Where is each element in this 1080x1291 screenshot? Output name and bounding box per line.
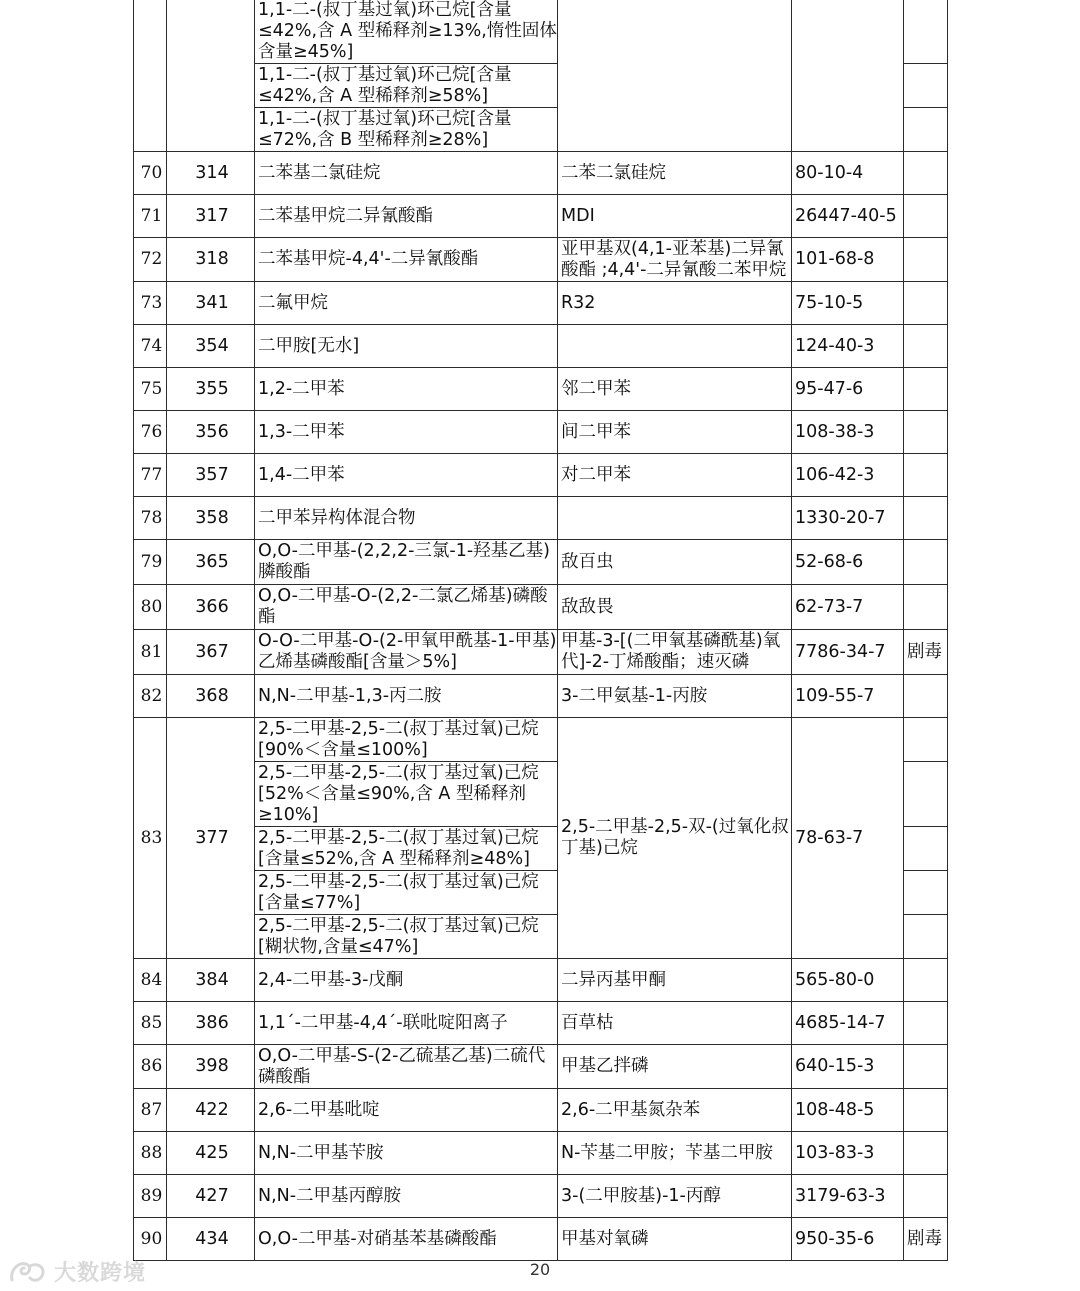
- cas-cell: 950-35-6: [792, 1218, 904, 1261]
- note-cell: [904, 108, 948, 152]
- alias-cell: 2,5-二甲基-2,5-双-(过氧化叔丁基)己烷: [558, 718, 792, 959]
- alias-cell: 百草枯: [558, 1002, 792, 1045]
- id-cell: 317: [167, 195, 255, 238]
- id-cell: 354: [167, 325, 255, 368]
- note-cell: [904, 195, 948, 238]
- note-cell: 剧毒: [904, 1218, 948, 1261]
- table-row: [134, 368, 948, 411]
- name-cell: N,N-二甲基苄胺: [255, 1132, 558, 1175]
- cas-cell: [792, 0, 904, 152]
- id-cell: 357: [167, 454, 255, 497]
- note-cell: [904, 411, 948, 454]
- table-row: [134, 718, 948, 762]
- id-cell: 386: [167, 1002, 255, 1045]
- cas-cell: 75-10-5: [792, 282, 904, 325]
- name-cell: 2,5-二甲基-2,5-二(叔丁基过氧)己烷[含量≤77%]: [255, 871, 558, 915]
- note-cell: [904, 238, 948, 282]
- table-row: [134, 959, 948, 1002]
- seq-cell: 78: [134, 497, 167, 540]
- note-cell: [904, 871, 948, 915]
- table-body: [134, 0, 948, 152]
- id-cell: 341: [167, 282, 255, 325]
- id-cell: 427: [167, 1175, 255, 1218]
- name-cell: 二甲苯异构体混合物: [255, 497, 558, 540]
- table-row: [134, 0, 948, 64]
- table-row: [134, 1175, 948, 1218]
- note-cell: [904, 282, 948, 325]
- cas-cell: 1330-20-7: [792, 497, 904, 540]
- cas-cell: 95-47-6: [792, 368, 904, 411]
- seq-cell: 83: [134, 718, 167, 959]
- cas-cell: 106-42-3: [792, 454, 904, 497]
- alias-cell: 邻二甲苯: [558, 368, 792, 411]
- chemical-registry-table: [133, 0, 948, 1261]
- table-row: [134, 152, 948, 195]
- note-cell: [904, 959, 948, 1002]
- alias-cell: 2,6-二甲基氮杂苯: [558, 1089, 792, 1132]
- id-cell: 355: [167, 368, 255, 411]
- seq-cell: 80: [134, 585, 167, 630]
- id-cell: 384: [167, 959, 255, 1002]
- cas-cell: 640-15-3: [792, 1045, 904, 1089]
- alias-cell: MDI: [558, 195, 792, 238]
- page-number: 20: [529, 1260, 551, 1279]
- table-row: [134, 497, 948, 540]
- cas-cell: 7786-34-7: [792, 630, 904, 675]
- id-cell: 365: [167, 540, 255, 585]
- table-row: [134, 1132, 948, 1175]
- cas-cell: 108-48-5: [792, 1089, 904, 1132]
- note-cell: 剧毒: [904, 630, 948, 675]
- note-cell: [904, 675, 948, 718]
- name-cell: O,O-二甲基-对硝基苯基磷酸酯: [255, 1218, 558, 1261]
- alias-cell: N-苄基二甲胺；苄基二甲胺: [558, 1132, 792, 1175]
- table-row: [134, 325, 948, 368]
- name-cell: 2,6-二甲基吡啶: [255, 1089, 558, 1132]
- table-row: [134, 1002, 948, 1045]
- seq-cell: 90: [134, 1218, 167, 1261]
- note-cell: [904, 1132, 948, 1175]
- seq-cell: 72: [134, 238, 167, 282]
- seq-cell: 85: [134, 1002, 167, 1045]
- name-cell: 二甲胺[无水]: [255, 325, 558, 368]
- alias-cell: 亚甲基双(4,1-亚苯基)二异氰酸酯 ;4,4'-二异氰酸二苯甲烷: [558, 238, 792, 282]
- cas-cell: 62-73-7: [792, 585, 904, 630]
- seq-cell: 77: [134, 454, 167, 497]
- name-cell: 1,2-二甲苯: [255, 368, 558, 411]
- seq-cell: 81: [134, 630, 167, 675]
- note-cell: [904, 1175, 948, 1218]
- note-cell: [904, 915, 948, 959]
- seq-cell: 71: [134, 195, 167, 238]
- alias-cell: 甲基乙拌磷: [558, 1045, 792, 1089]
- cas-cell: 109-55-7: [792, 675, 904, 718]
- name-cell: 1,4-二甲苯: [255, 454, 558, 497]
- id-cell: 425: [167, 1132, 255, 1175]
- alias-cell: 二异丙基甲酮: [558, 959, 792, 1002]
- name-cell: 1,3-二甲苯: [255, 411, 558, 454]
- seq-cell: 74: [134, 325, 167, 368]
- alias-cell: [558, 0, 792, 152]
- id-cell: 356: [167, 411, 255, 454]
- name-cell: N,N-二甲基丙醇胺: [255, 1175, 558, 1218]
- name-cell: 2,5-二甲基-2,5-二(叔丁基过氧)己烷[90%＜含量≤100%]: [255, 718, 558, 762]
- seq-cell: 82: [134, 675, 167, 718]
- note-cell: [904, 0, 948, 64]
- table-row: [134, 238, 948, 282]
- cas-cell: 78-63-7: [792, 718, 904, 959]
- table-row: [134, 1045, 948, 1089]
- id-cell: 366: [167, 585, 255, 630]
- note-cell: [904, 1002, 948, 1045]
- seq-cell: [134, 0, 167, 152]
- table-row: [134, 585, 948, 630]
- note-cell: [904, 497, 948, 540]
- name-cell: 1,1-二-(叔丁基过氧)环己烷[含量≤42%,含 A 型稀释剂≥13%,惰性固体含量≥45%]: [255, 0, 558, 64]
- alias-cell: R32: [558, 282, 792, 325]
- name-cell: O-O-二甲基-O-(2-甲氧甲酰基-1-甲基)乙烯基磷酸酯[含量＞5%]: [255, 630, 558, 675]
- id-cell: 434: [167, 1218, 255, 1261]
- table-row: [134, 282, 948, 325]
- table-row: [134, 411, 948, 454]
- name-cell: O,O-二甲基-O-(2,2-二氯乙烯基)磷酸酯: [255, 585, 558, 630]
- name-cell: 2,5-二甲基-2,5-二(叔丁基过氧)己烷[52%＜含量≤90%,含 A 型稀释剂≥10%]: [255, 762, 558, 827]
- alias-cell: 甲基对氧磷: [558, 1218, 792, 1261]
- alias-cell: [558, 325, 792, 368]
- note-cell: [904, 1089, 948, 1132]
- name-cell: 二苯基甲烷二异氰酸酯: [255, 195, 558, 238]
- table-row: [134, 454, 948, 497]
- id-cell: 318: [167, 238, 255, 282]
- alias-cell: 3-二甲氨基-1-丙胺: [558, 675, 792, 718]
- cas-cell: 124-40-3: [792, 325, 904, 368]
- cas-cell: 101-68-8: [792, 238, 904, 282]
- id-cell: 314: [167, 152, 255, 195]
- name-cell: 2,5-二甲基-2,5-二(叔丁基过氧)己烷[糊状物,含量≤47%]: [255, 915, 558, 959]
- seq-cell: 73: [134, 282, 167, 325]
- note-cell: [904, 762, 948, 827]
- watermark-text: 大数跨境: [54, 1261, 147, 1286]
- note-cell: [904, 1045, 948, 1089]
- alias-cell: 敌百虫: [558, 540, 792, 585]
- note-cell: [904, 152, 948, 195]
- name-cell: 1,1´-二甲基-4,4´-联吡啶阳离子: [255, 1002, 558, 1045]
- table-row: [134, 195, 948, 238]
- table-body-main: [134, 152, 948, 718]
- alias-cell: 敌敌畏: [558, 585, 792, 630]
- table-body-after: [134, 959, 948, 1261]
- name-cell: 二氟甲烷: [255, 282, 558, 325]
- cas-cell: 26447-40-5: [792, 195, 904, 238]
- cas-cell: 565-80-0: [792, 959, 904, 1002]
- name-cell: 1,1-二-(叔丁基过氧)环己烷[含量≤72%,含 B 型稀释剂≥28%]: [255, 108, 558, 152]
- table-row: [134, 675, 948, 718]
- note-cell: [904, 540, 948, 585]
- seq-cell: 70: [134, 152, 167, 195]
- cas-cell: 52-68-6: [792, 540, 904, 585]
- id-cell: 368: [167, 675, 255, 718]
- id-cell: 358: [167, 497, 255, 540]
- alias-cell: 间二甲苯: [558, 411, 792, 454]
- seq-cell: 88: [134, 1132, 167, 1175]
- note-cell: [904, 827, 948, 871]
- name-cell: O,O-二甲基-(2,2,2-三氯-1-羟基乙基)膦酸酯: [255, 540, 558, 585]
- note-cell: [904, 325, 948, 368]
- name-cell: 二苯基二氯硅烷: [255, 152, 558, 195]
- table-row: [134, 1218, 948, 1261]
- cas-cell: 3179-63-3: [792, 1175, 904, 1218]
- note-cell: [904, 64, 948, 108]
- id-cell: [167, 0, 255, 152]
- name-cell: 二苯基甲烷-4,4'-二异氰酸酯: [255, 238, 558, 282]
- table-row: [134, 540, 948, 585]
- seq-cell: 84: [134, 959, 167, 1002]
- seq-cell: 79: [134, 540, 167, 585]
- note-cell: [904, 585, 948, 630]
- name-cell: N,N-二甲基-1,3-丙二胺: [255, 675, 558, 718]
- table-row: [134, 1089, 948, 1132]
- alias-cell: 3-(二甲胺基)-1-丙醇: [558, 1175, 792, 1218]
- cas-cell: 80-10-4: [792, 152, 904, 195]
- alias-cell: 甲基-3-[(二甲氧基磷酰基)氧代]-2-丁烯酸酯；速灭磷: [558, 630, 792, 675]
- table-body-group-83: [134, 718, 948, 959]
- alias-cell: 二苯二氯硅烷: [558, 152, 792, 195]
- name-cell: O,O-二甲基-S-(2-乙硫基乙基)二硫代磷酸酯: [255, 1045, 558, 1089]
- table-row: [134, 630, 948, 675]
- cas-cell: 103-83-3: [792, 1132, 904, 1175]
- note-cell: [904, 718, 948, 762]
- name-cell: 1,1-二-(叔丁基过氧)环己烷[含量≤42%,含 A 型稀释剂≥58%]: [255, 64, 558, 108]
- seq-cell: 86: [134, 1045, 167, 1089]
- seq-cell: 76: [134, 411, 167, 454]
- id-cell: 377: [167, 718, 255, 959]
- name-cell: 2,5-二甲基-2,5-二(叔丁基过氧)己烷[含量≤52%,含 A 型稀释剂≥48%]: [255, 827, 558, 871]
- seq-cell: 75: [134, 368, 167, 411]
- name-cell: 2,4-二甲基-3-戊酮: [255, 959, 558, 1002]
- alias-cell: [558, 497, 792, 540]
- note-cell: [904, 368, 948, 411]
- id-cell: 422: [167, 1089, 255, 1132]
- alias-cell: 对二甲苯: [558, 454, 792, 497]
- id-cell: 367: [167, 630, 255, 675]
- seq-cell: 89: [134, 1175, 167, 1218]
- note-cell: [904, 454, 948, 497]
- seq-cell: 87: [134, 1089, 167, 1132]
- cas-cell: 4685-14-7: [792, 1002, 904, 1045]
- cas-cell: 108-38-3: [792, 411, 904, 454]
- id-cell: 398: [167, 1045, 255, 1089]
